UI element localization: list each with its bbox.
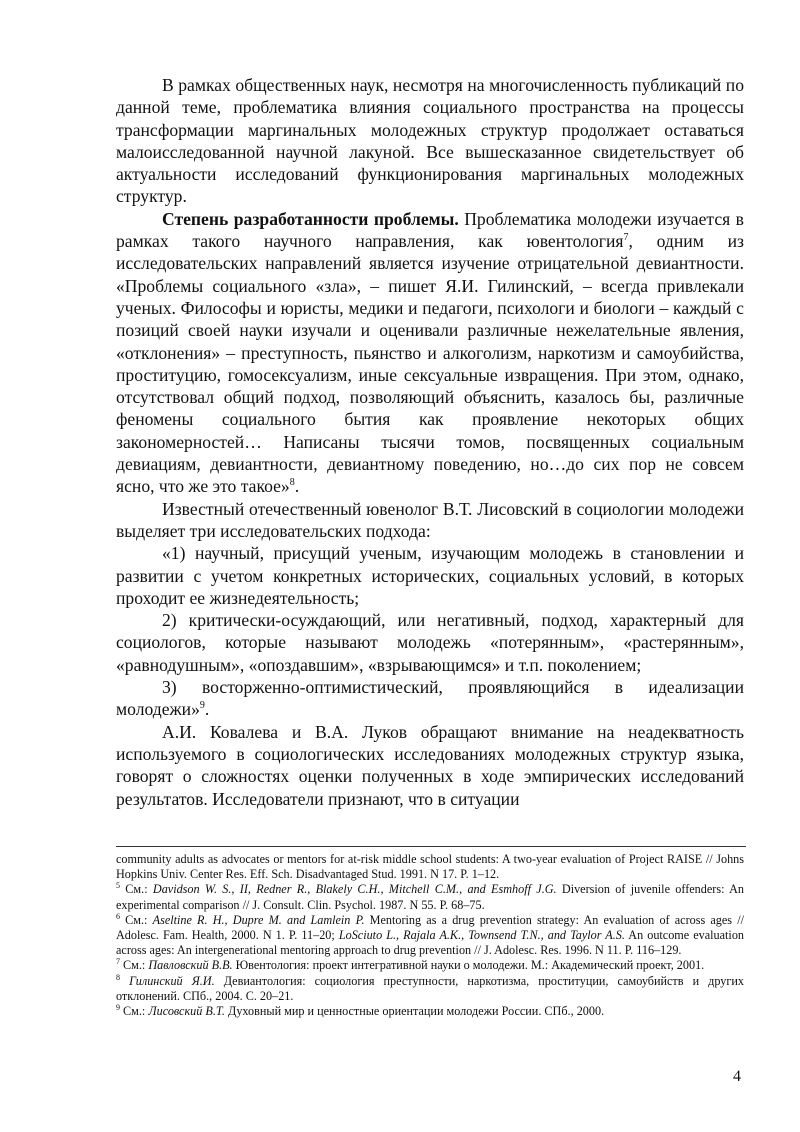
paragraph-lisovsky-intro: Известный отечественный ювенолог В.Т. Лисовский в социологии молодежи выделяет три исследовательских подхода:	[116, 498, 744, 541]
footnote-continuation: community adults as advocates or mentors for at-risk middle school students: A two-year evaluation of Project RAISE // Johns Hopkins Univ. Center Res. Eff. Sch. Disadvantaged Stud. 1991. N 17. P. 1–12.	[116, 852, 744, 882]
footnote-9: $^9$ См.: Лисовский В.Т. Духовный мир и ценностные ориентации молодежи России. СПб., 2000.	[116, 1002, 605, 1019]
footnote-6: $^6$ См.: Aseltine R. H., Dupre M. and Lamlein P. Mentoring as a drug prevention strategy: An evaluation of across ages // Adolesc. Fam. Health, 2000. N 1. P. 11–20; LoSciuto L., Rajala A.K., Townsend T.N., and Taylor A.S. An outcome evaluation across ages: An intergenerational mentoring approach to drug prevention // J. Adolesc. Res. 1996. N 11. P. 116–129.	[116, 911, 745, 958]
quote-item-3: 3) восторженно-оптимистический, проявляющийся в идеализации молодежи»$^9$.	[116, 677, 744, 720]
footnote-8: $^8$ Гилинский Я.И. Девиантология: социология преступности, наркотизма, проституции, самоубийств и других отклонений. СПб., 2004. С. 20–21.	[116, 972, 745, 1003]
quote-item-2: 2) критически-осуждающий, или негативный, подход, характерный для социологов, которые называют молодежь «потерянным», «растерянным», «равнодушным», «опоздавшим», «взрывающимся» и т.п. поколением;	[116, 610, 744, 675]
section-lead-heading: Степень разработанности проблемы.	[162, 208, 459, 229]
footnotes	[116, 852, 744, 1019]
footnote-ref-9: 9	[199, 700, 205, 712]
footnote-divider	[116, 846, 746, 847]
main-text	[116, 74, 744, 810]
paragraph-kovaleva-lukov: А.И. Ковалева и В.А. Луков обращают внимание на неадекватность используемого в социологических исследованиях молодежных структур языка, говорят о сложностях оценки полученных в ходе эмпирических исследований результатов. Исследователи признают, что в ситуации	[116, 721, 744, 809]
footnote-ref-7: 7	[623, 232, 629, 244]
footnote-5: $^5$ См.: Davidson W. S., II, Redner R., Blakely C.H., Mitchell C.M., and Esmhoff J.G. Diversion of juvenile offenders: An experimental comparison // J. Consult. Clin. Psychol. 1987. N 55. P. 68–75.	[116, 881, 744, 912]
paragraph-problem-development: Степень разработанности проблемы. Проблематика молодежи изучается в рамках такого научного направления, как ювентология$^7$, одним из исследовательских направлений является изучение отрицательной девиантности. «Проблемы социального «зла», – пишет Я.И. Гилинский, – всегда привлекали ученых. Философы и юристы, медики и педагоги, психологи и биологи – каждый с позиций своей науки изучали и оценивали различные нежелательные явления, «отклонения» – преступность, пьянство и алкоголизм, наркотизм и самоубийства, проституцию, гомосексуализм, иные сексуальные извращения. При этом, однако, отсутствовал общий подход, позволяющий объяснить, казалось бы, различные феномены социального бытия как проявление некоторых общих закономерностей… Написаны тысячи томов, посвященных социальным девиациям, девиантности, девиантному поведению, но…до сих пор не совсем ясно, что же это такое»$^8$.	[116, 208, 744, 497]
paragraph-relevance: В рамках общественных наук, несмотря на многочисленность публикаций по данной теме, проблематика влияния социального пространства на процессы трансформации маргинальных молодежных структур продолжает оставаться малоисследованной научной лакуной. Все вышесказанное свидетельствует об актуальности исследований функционирования маргинальных молодежных структур.	[116, 75, 744, 207]
footnote-ref-8: 8	[289, 477, 295, 489]
footnote-7: $^7$ См.: Павловский В.В. Ювентология: проект интегративной науки о молодежи. М.: Академический проект, 2001.	[116, 957, 705, 973]
quote-item-1: «1) научный, присущий ученым, изучающим молодежь в становлении и развитии с учетом конкретных исторических, социальных условий, в которых проходит ее жизнедеятельность;	[116, 543, 744, 608]
page-number: 4	[733, 1068, 741, 1085]
